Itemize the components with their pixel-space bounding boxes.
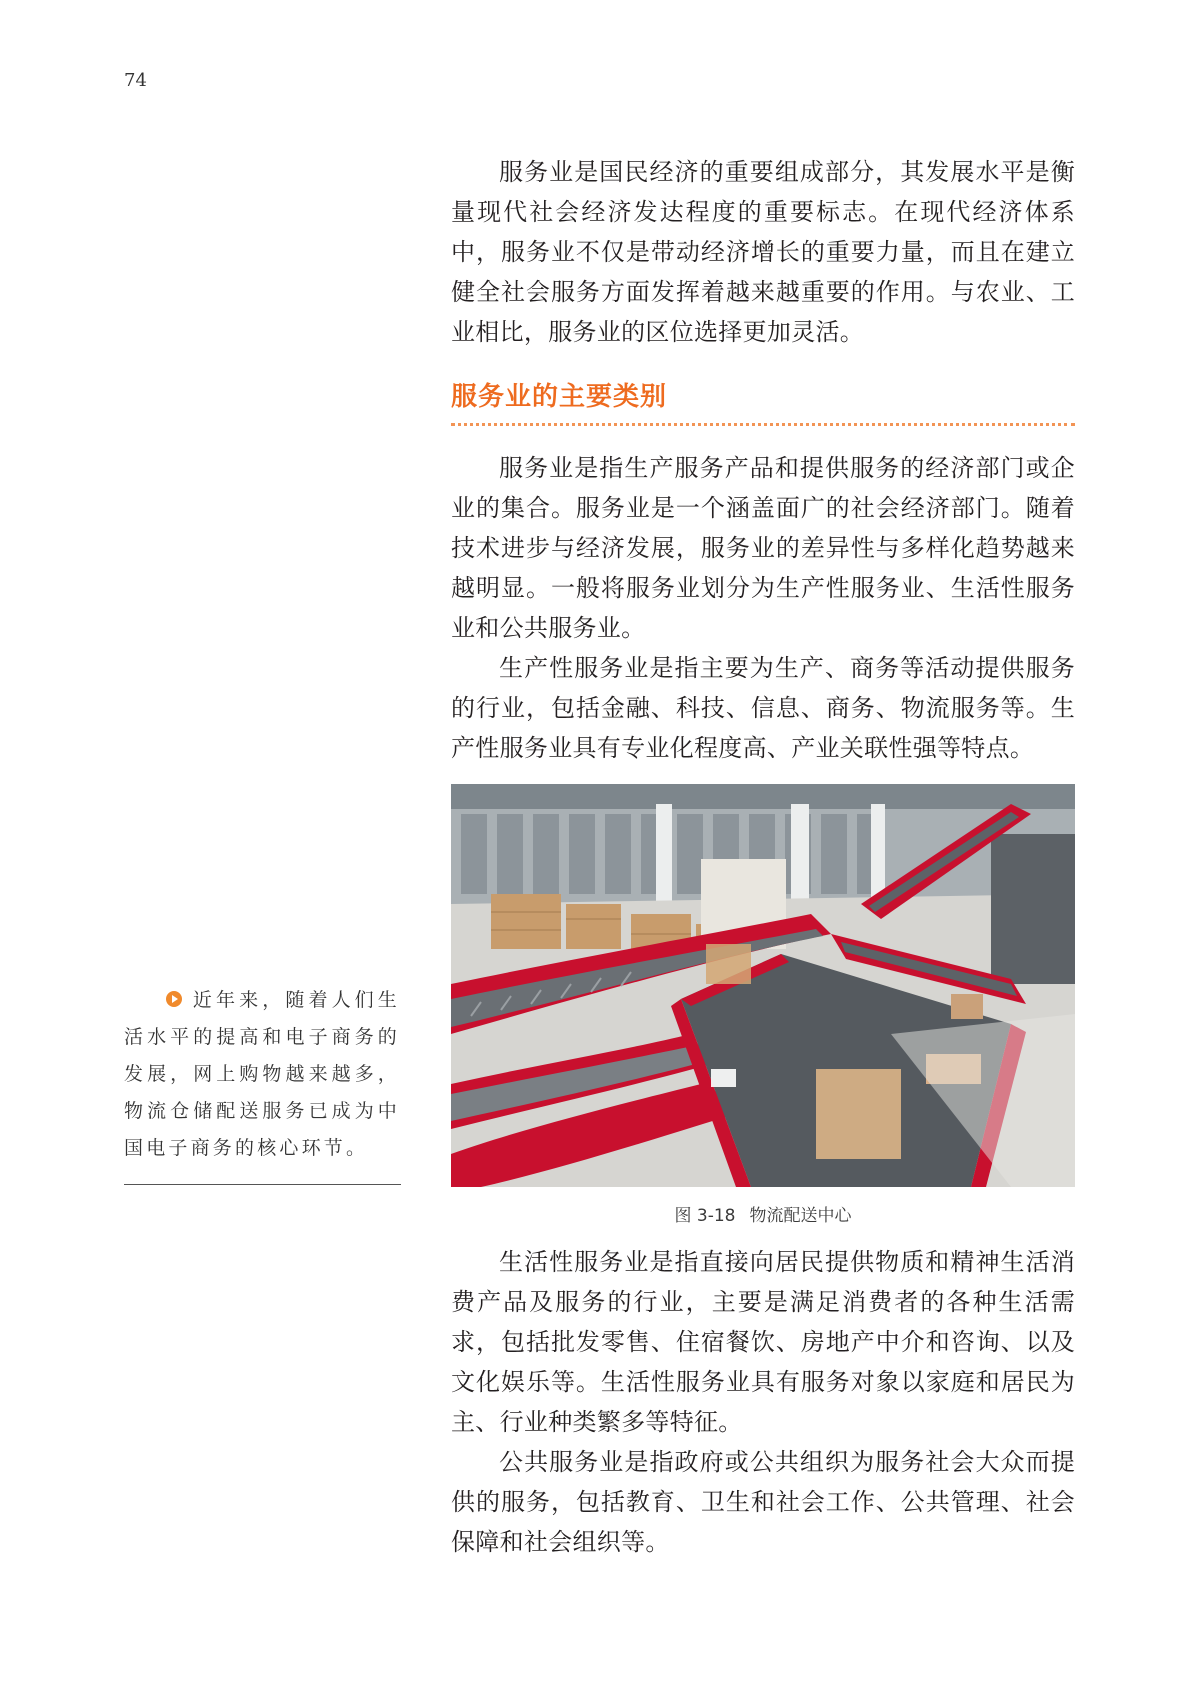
warehouse-conveyor-illustration [451,784,1075,1187]
side-note [124,982,400,1167]
section-paragraph-1: 服务业是指生产服务产品和提供服务的经济部门或企业的集合。服务业是一个涵盖面广的社会经济部门。随着技术进步与经济发展，服务业的差异性与多样化趋势越来越明显。一般将服务业划分为生产性服务业、生活性服务业和公共服务业。 [451,454,1075,642]
section-heading: 服务业的主要类别 [451,376,1075,426]
section-paragraph-2: 生产性服务业是指主要为生产、商务等活动提供服务的行业，包括金融、科技、信息、商务、物流服务等。生产性服务业具有专业化程度高、产业关联性强等特点。 [451,654,1075,762]
figure [451,784,1075,1226]
figure-caption [451,1201,1075,1226]
main-column [451,152,1075,1562]
section-paragraph-3: 生活性服务业是指直接向居民提供物质和精神生活消费产品及服务的行业，主要是满足消费者的各种生活需求，包括批发零售、住宿餐饮、房地产中介和咨询、以及文化娱乐等。生活性服务业具有服务对象以家庭和居民为主、行业种类繁多等特征。 [451,1248,1075,1436]
intro-paragraph: 服务业是国民经济的重要组成部分，其发展水平是衡量现代社会经济发达程度的重要标志。在现代经济体系中，服务业不仅是带动经济增长的重要力量，而且在建立健全社会服务方面发挥着越来越重要的作用。与农业、工业相比，服务业的区位选择更加灵活。 [451,158,1075,346]
side-note-text: 近年来，随着人们生活水平的提高和电子商务的发展，网上购物越来越多，物流仓储配送服务已成为中国电子商务的核心环节。 [124,989,400,1159]
section-paragraph-4: 公共服务业是指政府或公共组织为服务社会大众而提供的服务，包括教育、卫生和社会工作、公共管理、社会保障和社会组织等。 [451,1448,1075,1556]
play-circle-icon [166,991,182,1007]
figure-number: 图 3-18 [674,1206,736,1226]
logistics-center-photo [451,784,1075,1187]
figure-title: 物流配送中心 [749,1206,852,1226]
page-number: 74 [124,70,147,91]
side-note-divider [124,1184,401,1185]
